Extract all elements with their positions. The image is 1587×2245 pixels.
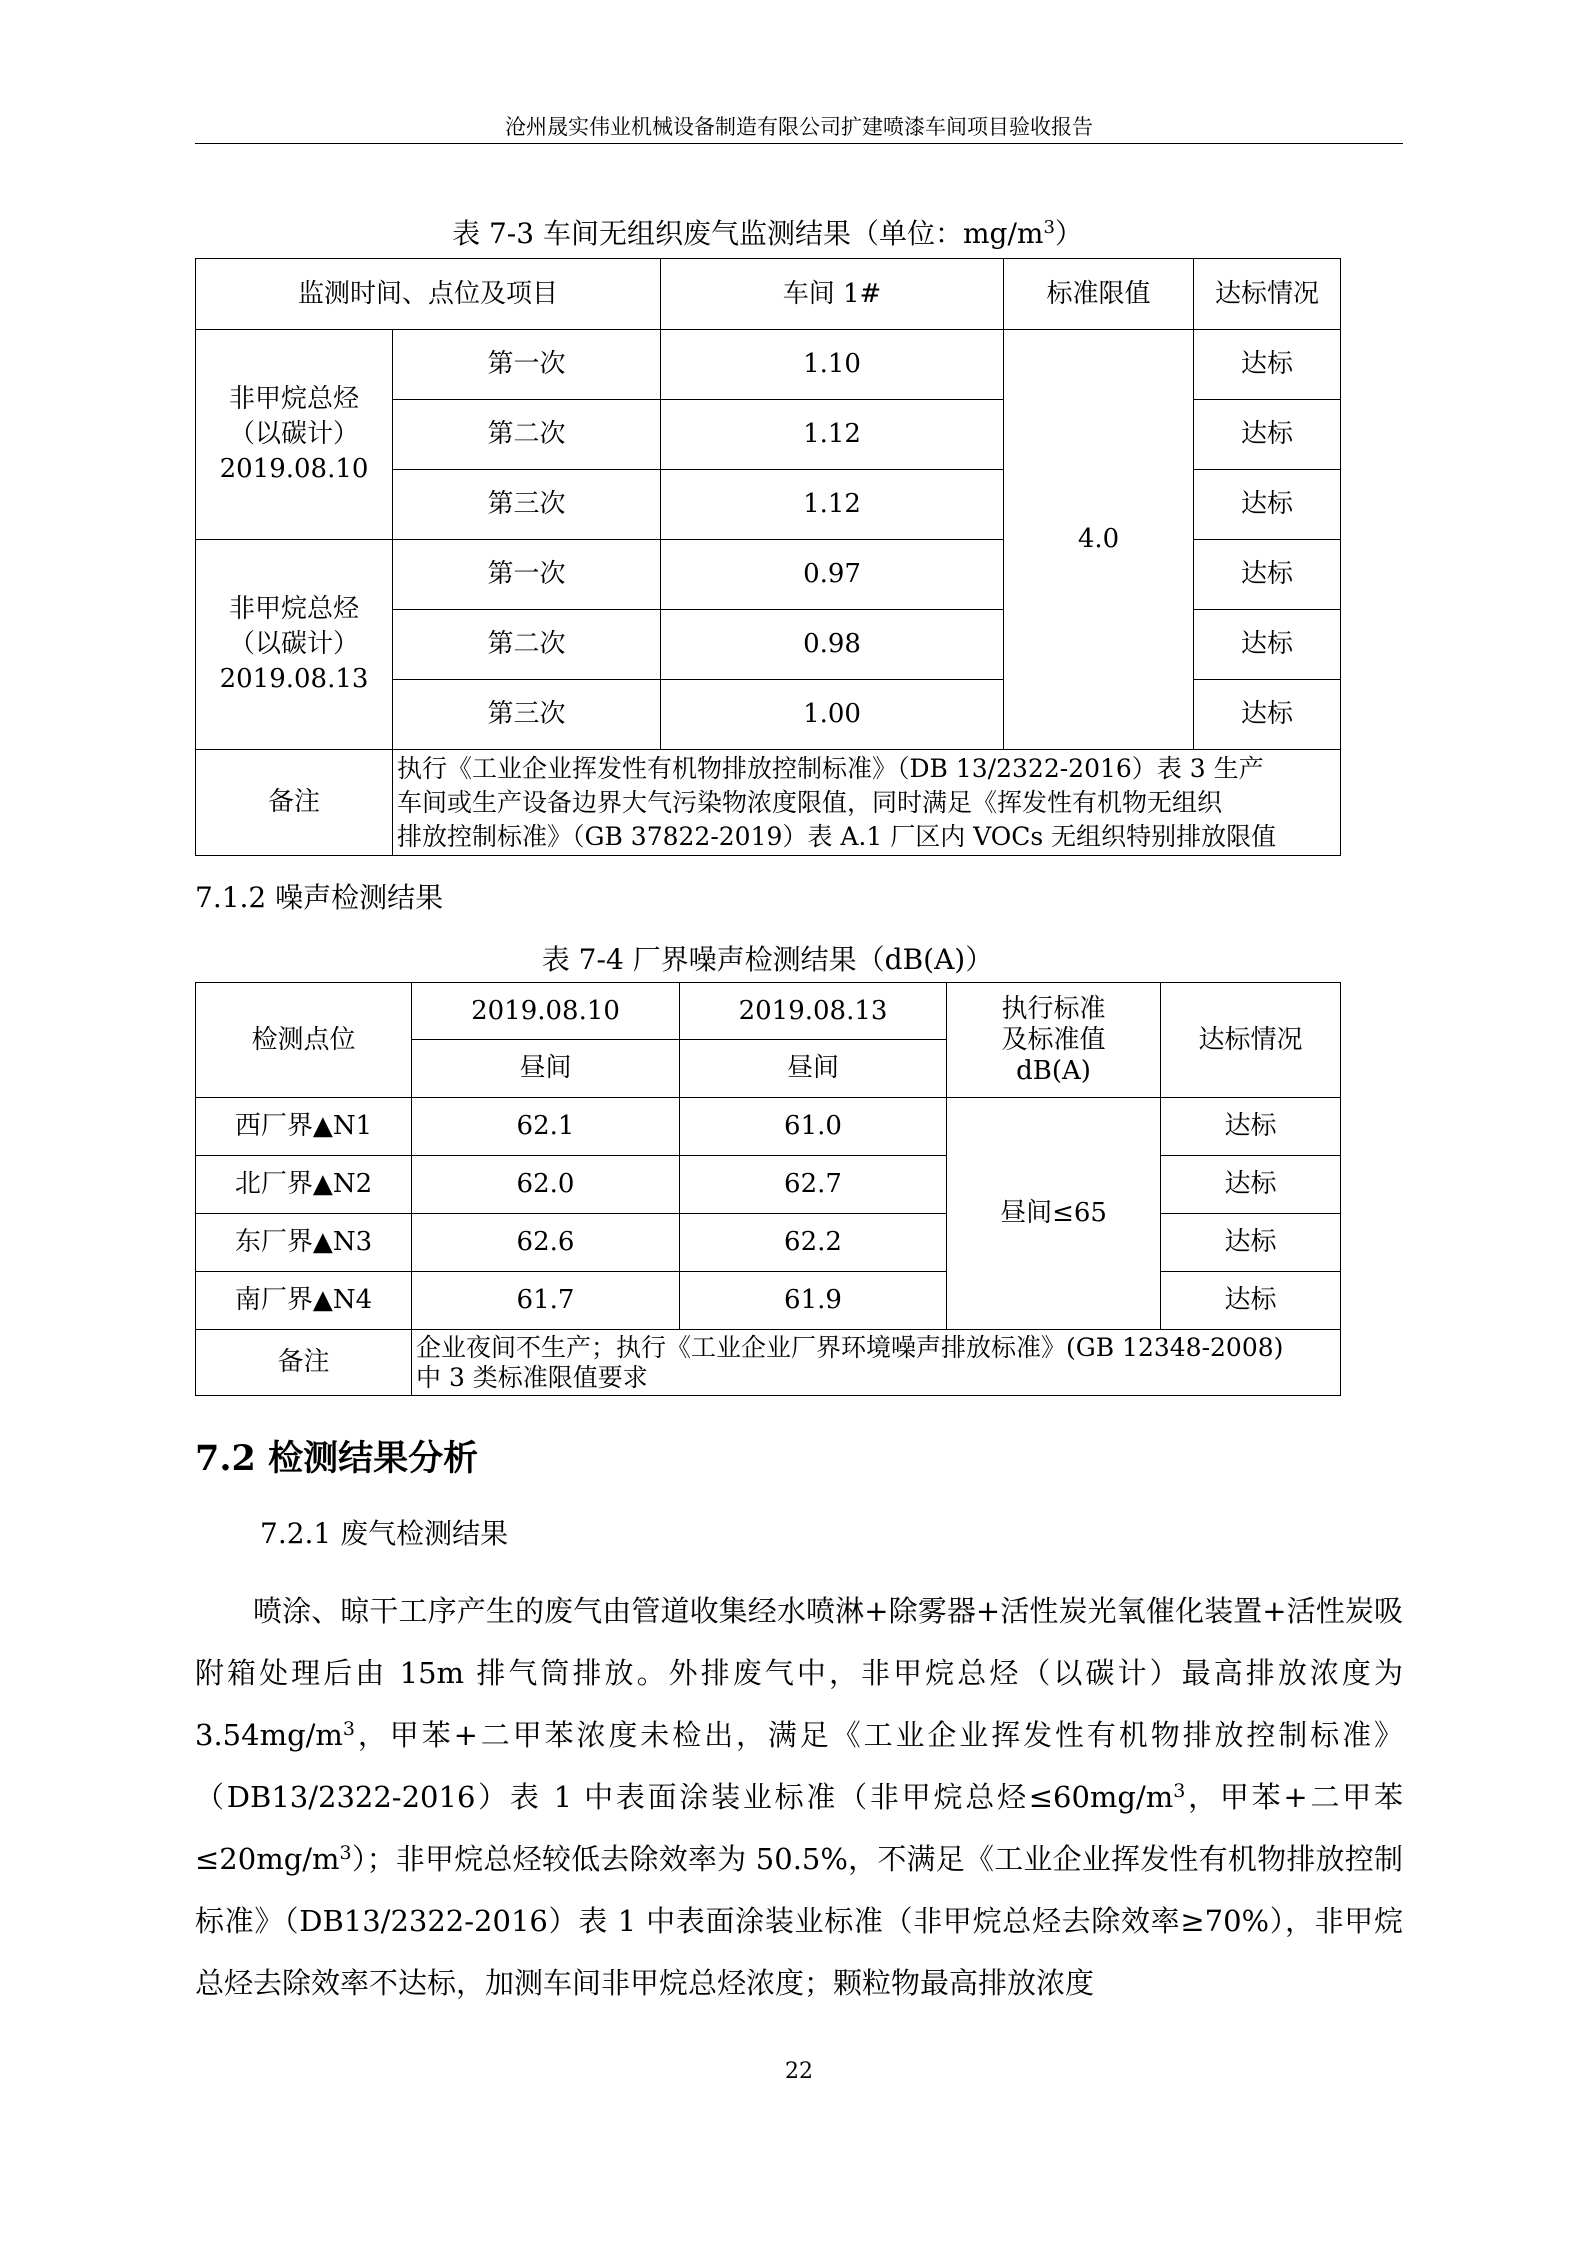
header-cell-date: 2019.08.13 — [680, 983, 947, 1040]
header-cell-status: 达标情况 — [1161, 983, 1341, 1098]
paragraph-text: ，甲苯+二甲苯≤20mg/m — [195, 1780, 1403, 1876]
note-label-cell: 备注 — [196, 1330, 412, 1396]
header-cell-standard — [947, 983, 1161, 1098]
table-row — [196, 750, 1341, 856]
note-line: 执行《工业企业挥发性有机物排放控制标准》（DB 13/2322-2016）表 3 生产 — [397, 753, 1264, 783]
status-cell: 达标 — [1194, 610, 1341, 680]
value-cell: 61.0 — [680, 1098, 947, 1156]
header-cell-workshop: 车间 1# — [661, 259, 1004, 330]
time-cell: 第二次 — [393, 400, 661, 470]
page-number: 22 — [785, 2059, 813, 2084]
header-cell-date: 2019.08.10 — [412, 983, 680, 1040]
group-label-line: 非甲烷总烃 — [228, 594, 359, 624]
header-cell-item: 监测时间、点位及项目 — [196, 259, 661, 330]
header-cell-period: 昼间 — [680, 1040, 947, 1098]
group-label-line: （以碳计） — [228, 629, 359, 659]
value-cell: 61.9 — [680, 1272, 947, 1330]
table-row — [196, 259, 1341, 330]
status-cell: 达标 — [1161, 1098, 1341, 1156]
time-cell: 第一次 — [393, 330, 661, 400]
analysis-paragraph — [195, 1580, 1403, 2014]
value-cell: 1.10 — [661, 330, 1004, 400]
note-line: 企业夜间不生产；执行《工业企业厂界环境噪声排放标准》(GB 12348-2008) — [416, 1332, 1284, 1362]
subsection-heading-721: 7.2.1 废气检测结果 — [260, 1517, 509, 1550]
table-7-3-caption-sup: 3 — [1043, 217, 1055, 238]
value-cell: 1.00 — [661, 680, 1004, 750]
standard-value-cell: 昼间≤65 — [947, 1098, 1161, 1330]
header-standard-line: 及标准值 — [1001, 1024, 1106, 1055]
status-cell: 达标 — [1161, 1272, 1341, 1330]
value-cell: 62.2 — [680, 1214, 947, 1272]
group-label-line: 2019.08.13 — [219, 664, 369, 694]
status-cell: 达标 — [1194, 680, 1341, 750]
time-cell: 第三次 — [393, 470, 661, 540]
paragraph-text: 喷涂、晾干工序产生的废气由管道收集经水喷淋+除雾器+活性炭光氧催化装置+活性炭吸附箱处理后由 15m 排气筒排放。外排废气中，非甲烷总烃（以碳计）最高排放浓度为 3.54mg/m — [195, 1594, 1403, 1752]
value-cell: 62.0 — [412, 1156, 680, 1214]
header-cell-point: 检测点位 — [196, 983, 412, 1098]
point-cell: 南厂界▲N4 — [196, 1272, 412, 1330]
superscript: 3 — [342, 1718, 355, 1740]
value-cell: 62.7 — [680, 1156, 947, 1214]
group-label-cell — [196, 330, 393, 540]
point-cell: 东厂界▲N3 — [196, 1214, 412, 1272]
table-row — [196, 1214, 1341, 1272]
paragraph-text: ，甲苯+二甲苯浓度未检出，满足《工业企业挥发性有机物排放控制标准》（DB13/2322-2016）表 1 中表面涂装业标准（非甲烷总烃≤60mg/m — [195, 1718, 1403, 1814]
value-cell: 1.12 — [661, 400, 1004, 470]
header-standard-line: 执行标准 — [1001, 993, 1106, 1024]
group-label-line: （以碳计） — [228, 419, 359, 449]
note-text-cell — [393, 750, 1341, 856]
note-label-cell: 备注 — [196, 750, 393, 856]
status-cell: 达标 — [1194, 330, 1341, 400]
note-line: 车间或生产设备边界大气污染物浓度限值，同时满足《挥发性有机物无组织 — [397, 787, 1223, 817]
header-standard-line: dB(A) — [1016, 1055, 1091, 1086]
subsection-heading-712: 7.1.2 噪声检测结果 — [195, 881, 444, 914]
value-cell: 1.12 — [661, 470, 1004, 540]
table-row — [196, 330, 1341, 400]
table-row — [196, 1272, 1341, 1330]
table-row — [196, 1330, 1341, 1396]
table-row — [196, 1156, 1341, 1214]
header-cell-period: 昼间 — [412, 1040, 680, 1098]
value-cell: 0.98 — [661, 610, 1004, 680]
value-cell: 0.97 — [661, 540, 1004, 610]
standard-limit-cell: 4.0 — [1004, 330, 1194, 750]
time-cell: 第二次 — [393, 610, 661, 680]
value-cell: 62.6 — [412, 1214, 680, 1272]
group-label-line: 2019.08.10 — [219, 454, 369, 484]
table-7-3-caption-close: ） — [1054, 217, 1083, 250]
status-cell: 达标 — [1194, 470, 1341, 540]
group-label-cell — [196, 540, 393, 750]
point-cell: 北厂界▲N2 — [196, 1156, 412, 1214]
note-line: 中 3 类标准限值要求 — [416, 1362, 648, 1392]
header-cell-status: 达标情况 — [1194, 259, 1341, 330]
table-7-3 — [195, 258, 1341, 856]
table-7-4 — [195, 982, 1341, 1396]
table-7-4-caption: 表 7-4 厂界噪声检测结果（dB(A)） — [541, 943, 994, 976]
status-cell: 达标 — [1194, 400, 1341, 470]
document-header: 沧州晟实伟业机械设备制造有限公司扩建喷漆车间项目验收报告 — [505, 115, 1093, 139]
value-cell: 62.1 — [412, 1098, 680, 1156]
status-cell: 达标 — [1161, 1156, 1341, 1214]
superscript: 3 — [339, 1842, 352, 1864]
note-text-cell — [412, 1330, 1341, 1396]
table-7-3-caption — [195, 216, 1340, 252]
header-rule — [195, 143, 1403, 144]
group-label-line: 非甲烷总烃 — [228, 384, 359, 414]
status-cell: 达标 — [1161, 1214, 1341, 1272]
table-row — [196, 1098, 1341, 1156]
point-cell: 西厂界▲N1 — [196, 1098, 412, 1156]
value-cell: 61.7 — [412, 1272, 680, 1330]
time-cell: 第一次 — [393, 540, 661, 610]
note-line: 排放控制标准》（GB 37822-2019）表 A.1 厂区内 VOCs 无组织特别排放限值 — [397, 821, 1277, 851]
header-cell-standard: 标准限值 — [1004, 259, 1194, 330]
table-7-3-caption-text: 表 7-3 车间无组织废气监测结果（单位：mg/m — [452, 217, 1044, 250]
superscript: 3 — [1173, 1780, 1186, 1802]
time-cell: 第三次 — [393, 680, 661, 750]
section-heading-72: 7.2 检测结果分析 — [195, 1438, 479, 1479]
paragraph-text: ）；非甲烷总烃较低去除效率为 50.5%，不满足《工业企业挥发性有机物排放控制标准》（DB13/2322-2016）表 1 中表面涂装业标准（非甲烷总烃去除效率≥70%），非甲烷总烃去除效率不达标，加测车间非甲烷总烃浓度；颗粒物最高排放浓度 — [195, 1842, 1403, 2000]
table-row — [196, 983, 1341, 1040]
status-cell: 达标 — [1194, 540, 1341, 610]
